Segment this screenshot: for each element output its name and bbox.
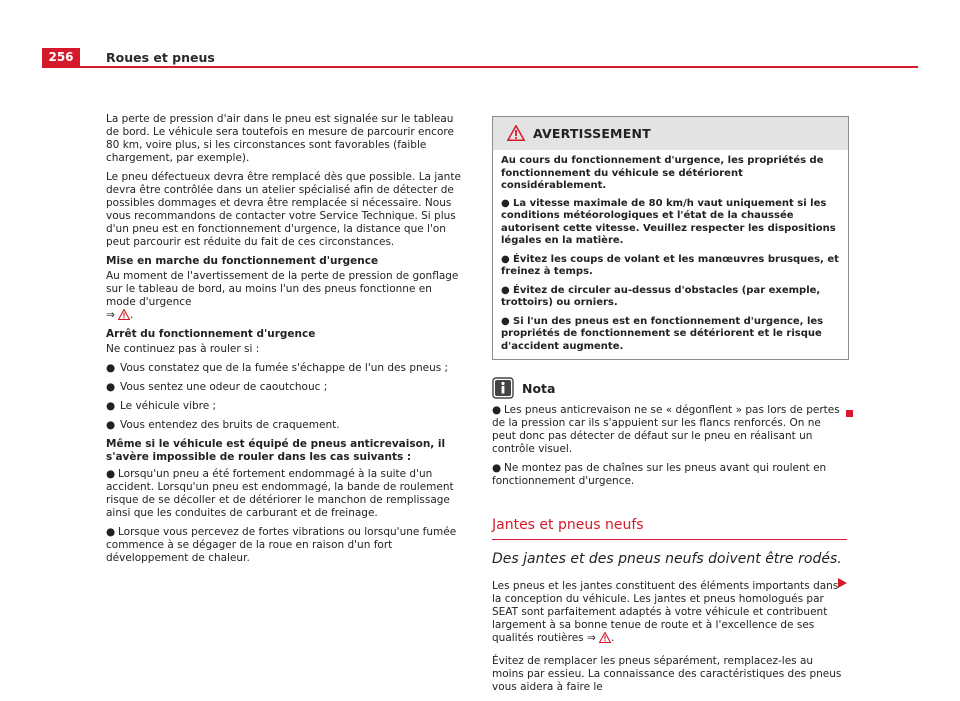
note-icon [492,377,514,399]
continue-arrow-icon [838,578,847,588]
warning-body [493,150,848,359]
bullet-icon: ● [106,419,116,431]
warning-triangle-icon[interactable] [118,309,130,320]
bullet-icon: ● [492,462,502,474]
warning-item-text: La vitesse maximale de 80 km/h vaut uniquement si les conditions météorologiques et l'état de la chaussée autorisent cette vitesse. Veuillez respecter les dispositions légales en la matière. [501,197,836,246]
warning-item [501,285,840,310]
list-item-text: Lorsque vous percevez de fortes vibrations ou lorsqu'une fumée commence à se dégager de la roue en raison d'un fort développement de chaleur. [106,526,457,564]
paragraph: Au moment de l'avertissement de la perte de pression de gonflage sur le tableau de bord, au moins l'un des pneus fonctionne en mode d'urgence ⇒ . [106,270,459,321]
warning-triangle-icon[interactable] [599,632,611,643]
list-item [106,468,464,520]
paragraph-text: Les pneus et les jantes constituent des éléments importants dans la conception du véhicule. Les jantes et pneus homologués par SEAT sont parfaitement adaptés à votre véhicule et contribuent largement à sa bonne tenue de route et à l'excellence de ses qualités routières [492,580,839,644]
cross-ref-arrow: ⇒ [106,309,115,321]
page-number: 256 [42,48,80,67]
list-item-text: Le véhicule vibre ; [120,400,217,412]
chapter-title: Roues et pneus [106,50,215,65]
note-item-text: Ne montez pas de chaînes sur les pneus avant qui roulent en fonctionnement d'urgence. [492,462,827,487]
note-item-text: Les pneus anticrevaison ne se « dégonflent » pas lors de pertes de la pression car ils s'appuient sur les flancs renforcés. On ne peut donc pas détecter de défaut sur le pneu en réalisant un contrôle visuel. [492,404,840,455]
warning-item-text: Évitez de circuler au-dessus d'obstacles (par exemple, trottoirs) ou orniers. [501,284,821,308]
list-item [106,419,464,432]
list-item-text: Vous constatez que de la fumée s'échappe de l'un des pneus ; [120,362,449,374]
list-item-text: Lorsqu'un pneu a été fortement endommagé à la suite d'un accident. Lorsqu'un pneu est endommagé, la bande de roulement risque de se décoller et de détériorer le manchon de remplissage ainsi que les conduites de carburant et de freinage. [106,468,454,519]
bullet-icon: ● [106,526,116,538]
bullet-icon: ● [501,253,510,265]
paragraph: La perte de pression d'air dans le pneu est signalée sur le tableau de bord. Le véhicule sera toutefois en mesure de parcourir encore 80 km, voire plus, si les circonstances sont favorables (faible chargement, par exemple). [106,113,454,164]
end-of-section-marker [846,410,853,417]
list-item [106,381,464,394]
section-heading: Jantes et pneus neufs [492,516,847,540]
bullet-icon: ● [106,362,116,374]
note-box [492,376,847,488]
warning-item-text: Évitez les coups de volant et les manœuvres brusques, et freinez à temps. [501,253,839,277]
left-column [106,113,464,571]
right-column [492,110,847,700]
note-header [492,376,847,400]
warning-title: AVERTISSEMENT [533,126,651,141]
list-item [106,400,464,413]
list-item [106,362,464,375]
paragraph-text: Au moment de l'avertissement de la perte de pression de gonflage sur le tableau de bord, au moins l'un des pneus fonctionne en mode d'urgence [106,270,459,308]
bullet-icon: ● [106,400,116,412]
warning-box [492,116,849,360]
list-item [106,526,464,565]
bullet-icon: ● [501,197,510,209]
header-rule [42,66,918,68]
bullet-icon: ● [501,315,510,327]
subheading: Même si le véhicule est équipé de pneus anticrevaison, il s'avère impossible de rouler dans les cas suivants : [106,438,446,463]
list-item-text: Vous entendez des bruits de craquement. [120,419,340,431]
bullet-icon: ● [501,284,510,296]
warning-triangle-icon [507,125,525,141]
paragraph: Les pneus et les jantes constituent des éléments importants dans la conception du véhicule. Les jantes et pneus homologués par SEAT sont parfaitement adaptés à votre véhicule et contribuent largement à sa bonne tenue de route et à l'excellence de ses qualités routières ⇒ . [492,580,839,644]
note-title: Nota [522,380,556,396]
warning-item [501,198,840,248]
cross-ref-arrow: ⇒ [587,632,596,644]
section-lead: Des jantes et des pneus neufs doivent être rodés. [492,551,842,567]
bullet-icon: ● [106,468,116,480]
warning-intro: Au cours du fonctionnement d'urgence, les propriétés de fonctionnement du véhicule se détériorent considérablement. [501,155,824,191]
bullet-icon: ● [492,404,502,416]
bullet-icon: ● [106,381,116,393]
warning-item-text: Si l'un des pneus est en fonctionnement d'urgence, les propriétés de fonctionnement se détériorent et le risque d'accident augmente. [501,315,824,352]
paragraph: Ne continuez pas à rouler si : [106,343,260,355]
subheading: Mise en marche du fonctionnement d'urgence [106,255,379,267]
note-item [492,462,847,488]
paragraph: Le pneu défectueux devra être remplacé dès que possible. La jante devra être contrôlée dans un atelier spécialisé afin de détecter de possibles dommages et devra être remplacée si nécessaire. Nous vous recommandons de contacter votre Service Technique. Si plus d'un pneu est en fonctionnement d'urgence, la distance que l'on peut parcourir est réduite du fait de ces circonstances. [106,171,461,248]
note-item [492,404,847,456]
subheading: Arrêt du fonctionnement d'urgence [106,328,316,340]
paragraph: Évitez de remplacer les pneus séparément, remplacez-les au moins par essieu. La connaissance des caractéristiques des pneus vous aidera à faire le [492,655,842,693]
list-item-text: Vous sentez une odeur de caoutchouc ; [120,381,328,393]
warning-item [501,254,840,279]
warning-item [501,316,840,354]
warning-header [493,117,848,150]
